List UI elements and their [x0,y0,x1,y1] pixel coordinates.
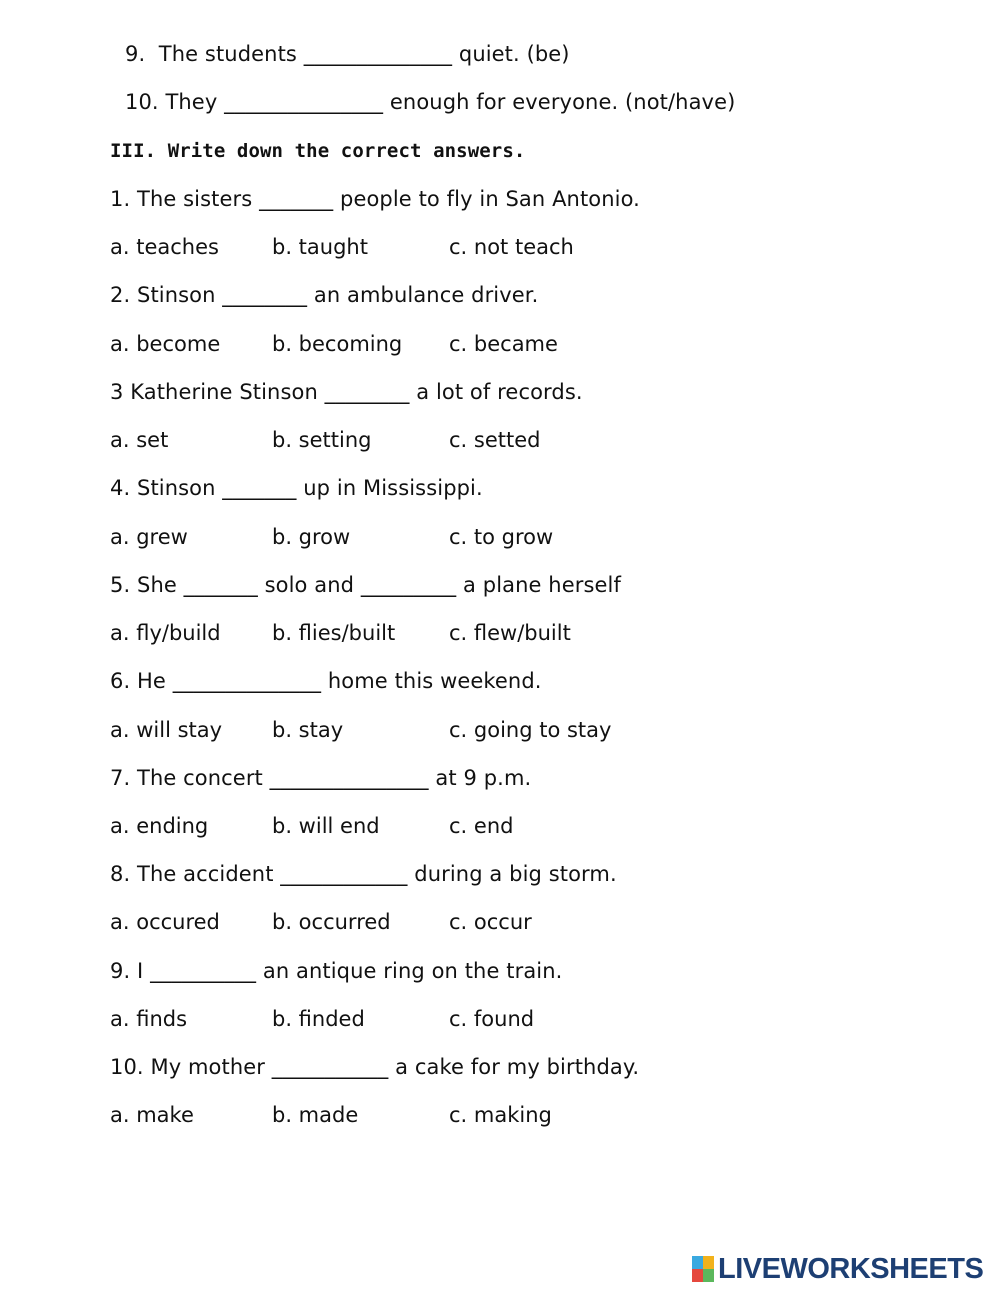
exercise-line-9: 9. The students ______________ quiet. (be) [125,42,570,66]
question-7: 7. The concert _______________ at 9 p.m. [110,766,532,790]
question-10: 10. My mother ___________ a cake for my birthday. [110,1055,640,1079]
exercise-line-10: 10. They _______________ enough for everyone. (not/have) [125,90,736,114]
question-6: 6. He ______________ home this weekend. [110,669,542,693]
option-b[interactable]: b. grow [272,525,351,549]
question-3: 3 Katherine Stinson ________ a lot of records. [110,380,583,404]
option-a[interactable]: a. occured [110,910,220,934]
option-b[interactable]: b. stay [272,718,344,742]
option-b[interactable]: b. finded [272,1007,365,1031]
logo-text: LIVEWORKSHEETS [718,1252,984,1285]
option-b[interactable]: b. becoming [272,332,403,356]
option-a[interactable]: a. will stay [110,718,223,742]
mark-square-yellow [703,1256,714,1269]
option-c[interactable]: c. became [449,332,558,356]
question-8: 8. The accident ____________ during a big storm. [110,862,617,886]
option-c[interactable]: c. occur [449,910,532,934]
option-a[interactable]: a. grew [110,525,188,549]
option-a[interactable]: a. fly/build [110,621,221,645]
option-c[interactable]: c. going to stay [449,718,612,742]
option-a[interactable]: a. become [110,332,221,356]
question-2: 2. Stinson ________ an ambulance driver. [110,283,539,307]
question-1: 1. The sisters _______ people to fly in San Antonio. [110,187,640,211]
option-a[interactable]: a. make [110,1103,194,1127]
question-4: 4. Stinson _______ up in Mississippi. [110,476,483,500]
option-c[interactable]: c. found [449,1007,535,1031]
section-heading: III. Write down the correct answers. [110,140,526,162]
option-b[interactable]: b. made [272,1103,359,1127]
option-b[interactable]: b. will end [272,814,380,838]
option-c[interactable]: c. not teach [449,235,574,259]
option-c[interactable]: c. setted [449,428,541,452]
option-a[interactable]: a. set [110,428,169,452]
option-c[interactable]: c. flew/built [449,621,571,645]
option-b[interactable]: b. taught [272,235,368,259]
question-5: 5. She _______ solo and _________ a plane herself [110,573,621,597]
option-c[interactable]: c. making [449,1103,552,1127]
option-b[interactable]: b. setting [272,428,372,452]
option-b[interactable]: b. occurred [272,910,391,934]
option-a[interactable]: a. teaches [110,235,219,259]
mark-square-red [692,1269,703,1282]
mark-square-green [703,1269,714,1282]
mark-square-blue [692,1256,703,1269]
option-c[interactable]: c. to grow [449,525,554,549]
liveworksheets-mark-icon [692,1256,714,1282]
option-b[interactable]: b. flies/built [272,621,396,645]
option-a[interactable]: a. finds [110,1007,188,1031]
option-a[interactable]: a. ending [110,814,209,838]
question-9: 9. I __________ an antique ring on the train. [110,959,563,983]
liveworksheets-logo[interactable] [692,1252,983,1286]
option-c[interactable]: c. end [449,814,514,838]
